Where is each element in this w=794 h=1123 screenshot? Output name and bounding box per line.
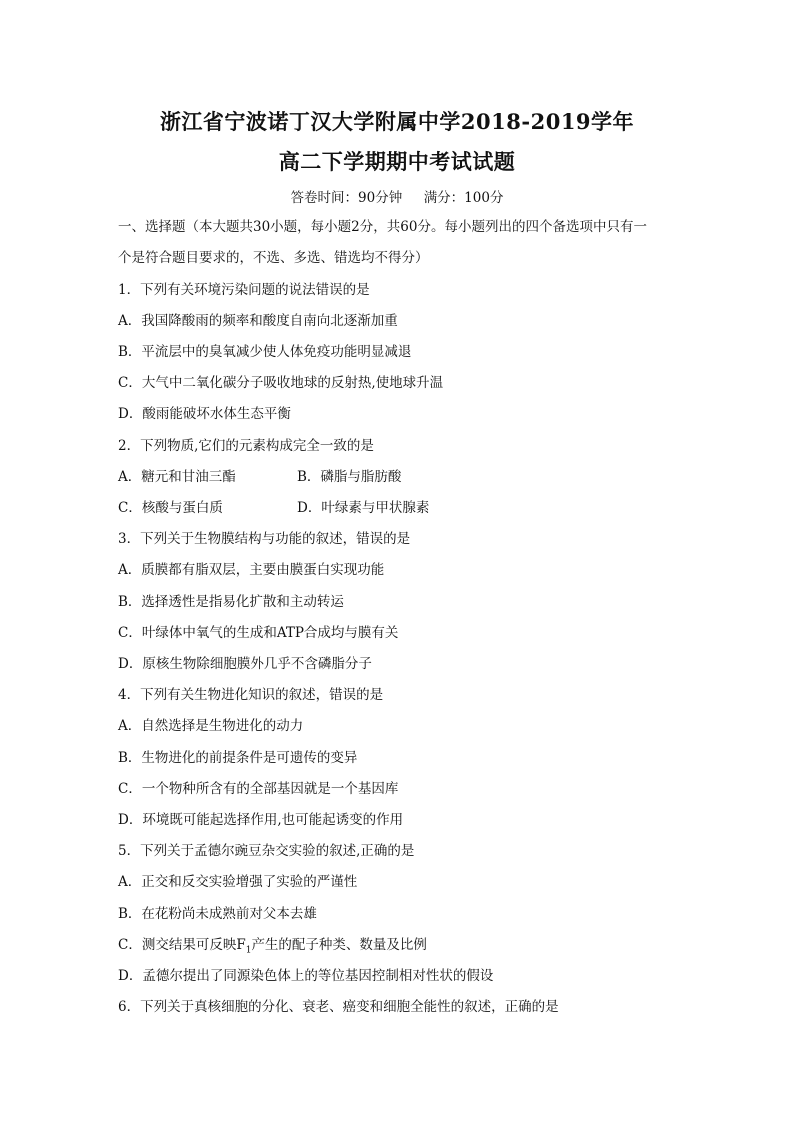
exam-title-line2: 高二下学期期中考试试题	[278, 149, 516, 174]
question-1-option-b: B．平流层中的臭氧减少使人体免疫功能明显减退	[118, 344, 412, 360]
question-1-option-d: D．酸雨能破坏水体生态平衡	[118, 406, 291, 422]
exam-meta	[0, 186, 794, 206]
question-2-option-c: C．核酸与蛋白质	[118, 500, 223, 516]
question-1-option-c: C．大气中二氧化碳分子吸收地球的反射热,使地球升温	[118, 375, 444, 391]
time-label: 答卷时间：90分钟	[290, 190, 403, 206]
exam-title-line1: 浙江省宁波诺丁汉大学附属中学2018-2019学年	[159, 109, 635, 134]
question-5-option-a: A．正交和反交实验增强了实验的严谨性	[118, 874, 358, 890]
question-2-stem: 2．下列物质,它们的元素构成完全一致的是	[118, 438, 374, 454]
question-5-option-b: B．在花粉尚未成熟前对父本去雄	[118, 906, 317, 922]
question-3-option-b: B．选择透性是指易化扩散和主动转运	[118, 594, 344, 610]
question-3-option-c: C．叶绿体中氧气的生成和ATP合成均与膜有关	[118, 625, 399, 641]
question-2-option-b: B．磷脂与脂肪酸	[297, 469, 402, 485]
question-5-stem: 5．下列关于孟德尔豌豆杂交实验的叙述,正确的是	[118, 843, 415, 859]
question-4-option-a: A．自然选择是生物进化的动力	[118, 718, 304, 734]
question-1-stem: 1．下列有关环境污染问题的说法错误的是	[118, 282, 370, 298]
score-label: 满分：100分	[423, 190, 504, 206]
question-2-option-a: A．糖元和甘油三酯	[118, 469, 236, 485]
question-4-option-c: C．一个物种所含有的全部基因就是一个基因库	[118, 781, 399, 797]
question-4-stem: 4．下列有关生物进化知识的叙述，错误的是	[118, 687, 384, 703]
question-2-option-d: D．叶绿素与甲状腺素	[297, 500, 430, 516]
question-5-option-d: D．孟德尔提出了同源染色体上的等位基因控制相对性状的假设	[118, 968, 494, 984]
question-3-option-a: A．质膜都有脂双层，主要由膜蛋白实现功能	[118, 562, 385, 578]
option-c-text-post: 产生的配子种类、数量及比例	[251, 937, 427, 953]
question-5-option-c	[118, 935, 427, 961]
option-c-text-pre: C．测交结果可反映F	[118, 937, 246, 953]
section-intro-line1: 一、选择题（本大题共30小题，每小题2分，共60分。每小题列出的四个备选项中只有一	[118, 219, 647, 235]
question-1-option-a: A．我国降酸雨的频率和酸度自南向北逐渐加重	[118, 313, 398, 329]
subscript-1: 1	[245, 945, 252, 956]
section-intro-line2: 个是符合题目要求的，不选、多选、错选均不得分）	[118, 250, 429, 266]
question-6-stem: 6．下列关于真核细胞的分化、衰老、癌变和细胞全能性的叙述，正确的是	[118, 999, 559, 1015]
question-4-option-d: D．环境既可能起选择作用,也可能起诱变的作用	[118, 812, 404, 828]
question-3-option-d: D．原核生物除细胞膜外几乎不含磷脂分子	[118, 656, 372, 672]
question-4-option-b: B．生物进化的前提条件是可遗传的变异	[118, 750, 358, 766]
question-3-stem: 3．下列关于生物膜结构与功能的叙述，错误的是	[118, 531, 411, 547]
